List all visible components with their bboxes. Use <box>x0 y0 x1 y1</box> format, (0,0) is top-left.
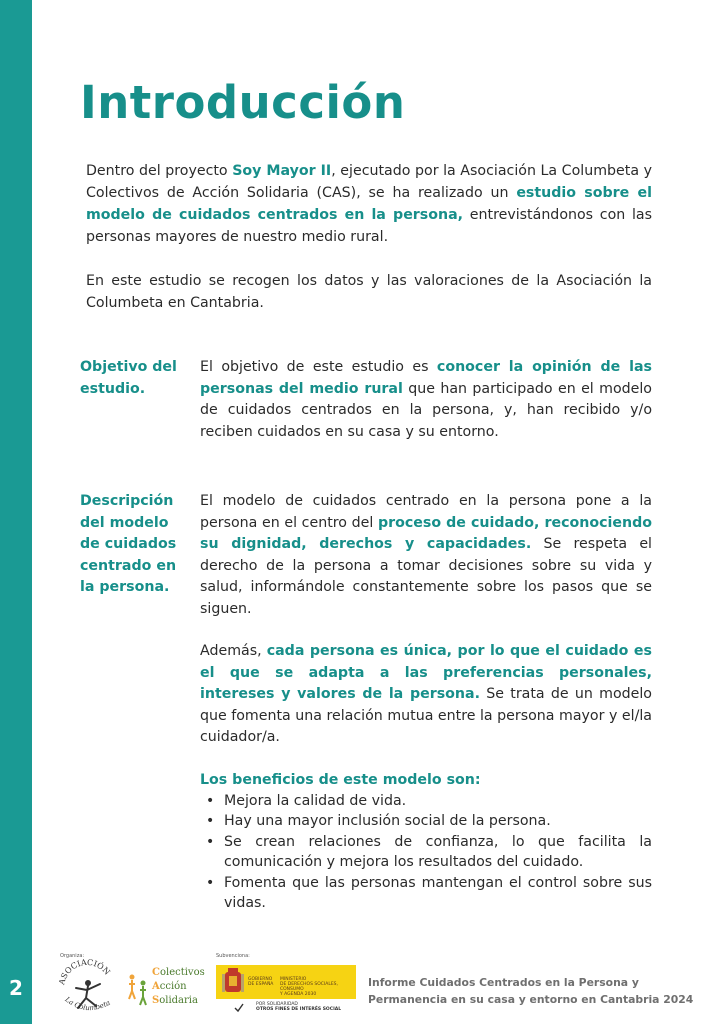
description-paragraph-1 <box>200 491 652 620</box>
report-title: Informe Cuidados Centrados en la Persona y Permanencia en su casa y entorno en Cantabria 2024 <box>368 976 694 1006</box>
description-paragraph-2 <box>200 641 652 749</box>
text-run: Dentro del proyecto <box>86 163 233 179</box>
list-item: • Fomenta que las personas mantengan el control sobre sus vidas. <box>200 873 652 914</box>
ministerio-text: MINISTERIO DE DERECHOS SOCIALES, CONSUMO Y AGENDA 2030 <box>280 977 338 997</box>
intro-paragraph-1 <box>86 160 652 248</box>
solidaridad-line-2: OTROS FINES DE INTERÉS SOCIAL <box>256 1007 342 1012</box>
sidebar-strip <box>0 0 32 1024</box>
solidaridad-line-1: POR SOLIDARIDAD <box>256 1002 298 1007</box>
intro-paragraph-2: En este estudio se recogen los datos y las valoraciones de la Asociación la Columbeta en Cantabria. <box>86 273 652 311</box>
text-run: entrevistándonos con las personas mayores de nuestro medio rural. <box>86 207 652 245</box>
list-item: • Se crean relaciones de confianza, lo que facilita la comunicación y mejora los resultados del cuidado. <box>200 832 652 873</box>
text-run: Además, <box>200 643 267 659</box>
benefits-list <box>200 791 652 914</box>
logo-text-top: ASOCIACIÓN <box>57 958 112 986</box>
cas-line-2 <box>152 981 187 992</box>
text-run: , ejecutado por la Asociación La Columbeta y Colectivos de Acción Solidaria (CAS), se ha realizado un <box>86 163 652 201</box>
subvenciona-label: Subvenciona: <box>216 953 250 959</box>
description-label: Descripción del modelo de cuidados centrado en la persona. <box>80 493 177 595</box>
cas-logo <box>126 965 206 1011</box>
cas-line-1 <box>152 967 205 978</box>
intro-section <box>86 160 652 336</box>
list-item: • Mejora la calidad de vida. <box>200 791 652 812</box>
highlight-text: cada persona es única, por lo que el cuidado es el que se adapta a las preferencias personales, intereses y valores de la persona. <box>200 643 652 702</box>
logo-text-bottom: La Columbeta <box>63 995 112 1013</box>
text-run: Se respeta el derecho de la persona a tomar decisiones sobre su vida y salud, informándole constantemente sobre los pasos que se siguen. <box>200 536 652 617</box>
cas-figures-icon <box>126 967 150 1009</box>
highlight-text: Soy Mayor II <box>232 163 332 179</box>
cas-initial: C <box>152 967 160 978</box>
description-section <box>200 491 652 914</box>
objective-section <box>200 357 652 464</box>
page-number: 2 <box>9 976 23 1000</box>
organiza-label: Organiza: <box>60 953 85 959</box>
cas-word: cción <box>159 981 187 992</box>
checkmark-icon <box>234 1003 244 1013</box>
cas-initial: S <box>152 995 160 1006</box>
text-run: que han participado en el modelo de cuidados centrados en la persona, y, han recibido y/o reciben cuidados en su casa y su entorno. <box>200 380 652 440</box>
benefits-heading: Los beneficios de este modelo son: <box>200 771 481 788</box>
gobierno-text: GOBIERNO DE ESPAÑA <box>248 977 274 987</box>
gobierno-logo <box>216 965 356 999</box>
columbeta-logo-graphic <box>56 958 118 1016</box>
coat-of-arms-icon <box>220 968 246 996</box>
cas-word: olidaria <box>159 995 198 1006</box>
highlight-text: proceso de cuidado, reconociendo su dignidad, derechos y capacidades. <box>200 514 652 552</box>
cas-initial: A <box>152 981 160 992</box>
text-run: El modelo de cuidados centrado en la persona pone a la persona en el centro del <box>200 493 652 531</box>
list-item: • Hay una mayor inclusión social de la persona. <box>200 811 652 832</box>
cas-word: olectivos <box>159 967 205 978</box>
text-run: El objetivo de este estudio es <box>200 359 437 375</box>
columbeta-logo <box>56 958 118 1016</box>
page-title: Introducción <box>80 76 406 129</box>
objective-label: Objetivo del estudio. <box>80 359 177 397</box>
objective-paragraph <box>200 357 652 443</box>
highlight-text: conocer la opinión de las personas del medio rural <box>200 359 652 397</box>
text-run: Se trata de un modelo que fomenta una relación mutua entre la persona mayor y el/la cuidador/a. <box>200 686 652 745</box>
highlight-text: estudio sobre el modelo de cuidados centrados en la persona, <box>86 185 653 223</box>
cas-line-3 <box>152 995 198 1006</box>
solidaridad-text <box>256 1002 341 1012</box>
